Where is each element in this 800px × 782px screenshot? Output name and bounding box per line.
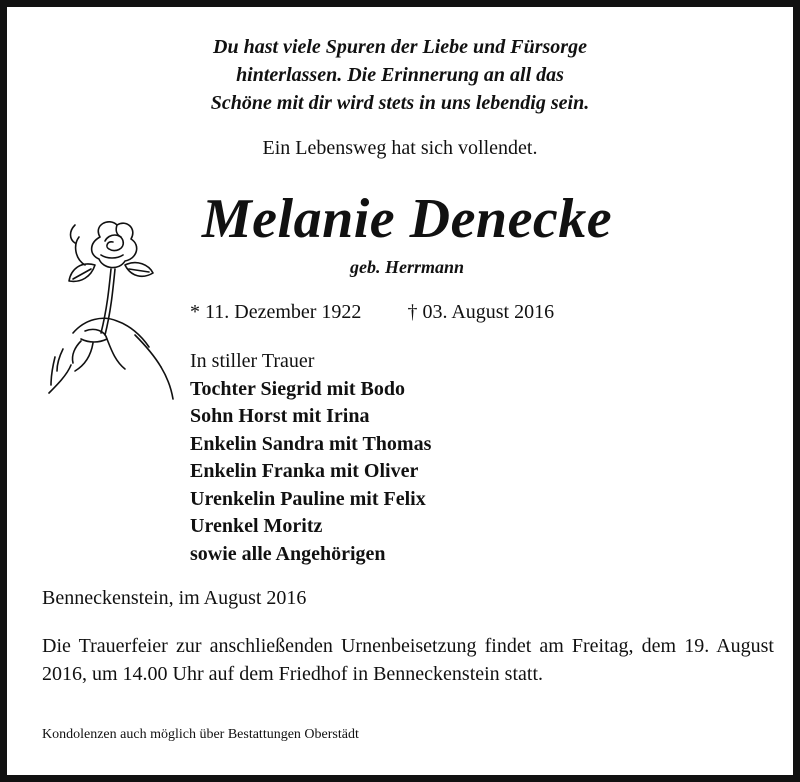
list-item: Tochter Siegrid mit Bodo (190, 377, 406, 400)
verse (7, 33, 793, 117)
list-item: Enkelin Franka mit Oliver (190, 460, 419, 482)
subline: Ein Lebensweg hat sich vollendet. (262, 137, 538, 159)
list-item: Urenkel Moritz (190, 515, 323, 537)
mourners-list (190, 348, 431, 568)
mourning-intro: In stiller Trauer (190, 350, 315, 372)
ceremony-info: Die Trauerfeier zur anschließenden Urnenbeisetzung findet am Freitag, dem 19. August 2016, um 14.00 Uhr auf dem Friedhof in Benneckenstein statt. (42, 635, 774, 685)
verse-line: hinterlassen. Die Erinnerung an all das (236, 64, 564, 86)
list-item: Enkelin Sandra mit Thomas (190, 432, 432, 455)
list-item: Sohn Horst mit Irina (190, 405, 370, 427)
condolence-note: Kondolenzen auch möglich über Bestattungen Oberstädt (42, 727, 359, 742)
deceased-name: Melanie Denecke (201, 188, 613, 250)
list-item: Urenkelin Pauline mit Felix (190, 487, 426, 510)
list-item: sowie alle Angehörigen (190, 542, 386, 565)
life-dates (190, 301, 554, 324)
verse-line: Schöne mit dir wird stets in uns lebendig sein. (210, 92, 590, 114)
place-date: Benneckenstein, im August 2016 (42, 587, 307, 609)
birth-date: * 11. Dezember 1922 (190, 301, 362, 323)
verse-line: Du hast viele Spuren der Liebe und Fürsorge (213, 36, 587, 58)
death-date: † 03. August 2016 (407, 301, 555, 323)
maiden-name: geb. Herrmann (349, 257, 464, 277)
